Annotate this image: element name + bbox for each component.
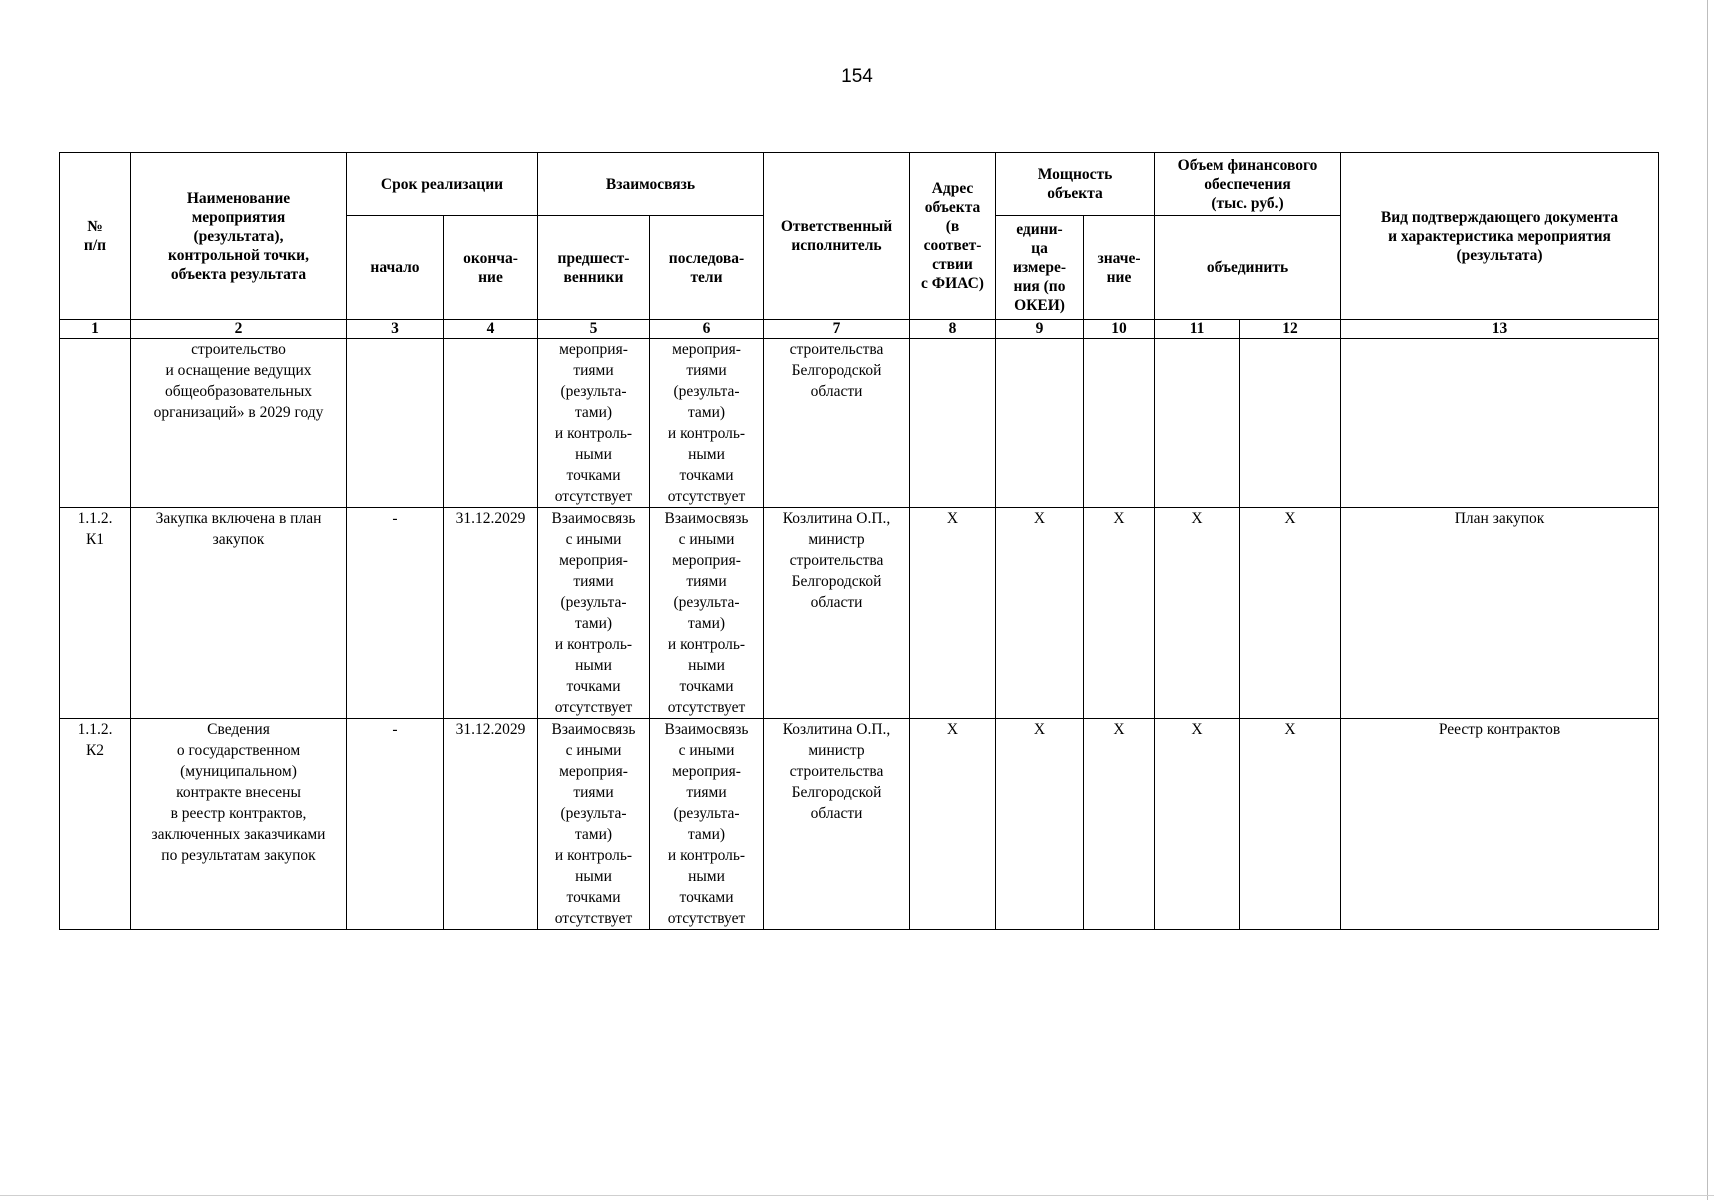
table-row — [60, 508, 1659, 719]
header-responsible: Ответственный исполнитель — [764, 153, 910, 320]
header-capacity-unit: едини- ца измере- ния (по ОКЕИ) — [996, 216, 1084, 320]
cell-fin12: X — [1240, 719, 1341, 930]
column-number: 1 — [60, 320, 131, 339]
column-number: 9 — [996, 320, 1084, 339]
cell-prev: мероприя- тиями (результа- тами) и контроль- ными точками отсутствует — [538, 339, 650, 508]
column-number: 11 — [1155, 320, 1240, 339]
column-number: 8 — [910, 320, 996, 339]
cell-unit — [996, 339, 1084, 508]
cell-name: Сведения о государственном (муниципальном) контракте внесены в реестр контрактов, заключенных заказчиками по результатам закупок — [131, 719, 347, 930]
cell-unit: X — [996, 508, 1084, 719]
cell-responsible: строительства Белгородской области — [764, 339, 910, 508]
cell-fin11: X — [1155, 508, 1240, 719]
cell-responsible: Козлитина О.П., министр строительства Белгородской области — [764, 719, 910, 930]
column-number: 13 — [1341, 320, 1659, 339]
cell-prev: Взаимосвязь с иными мероприя- тиями (результа- тами) и контроль- ными точками отсутствует — [538, 719, 650, 930]
cell-prev: Взаимосвязь с иными мероприя- тиями (результа- тами) и контроль- ными точками отсутствует — [538, 508, 650, 719]
cell-value — [1084, 339, 1155, 508]
header-term-start: начало — [347, 216, 444, 320]
cell-start — [347, 339, 444, 508]
header-capacity: Мощность объекта — [996, 153, 1155, 216]
cell-next: мероприя- тиями (результа- тами) и контроль- ными точками отсутствует — [650, 339, 764, 508]
cell-responsible: Козлитина О.П., министр строительства Белгородской области — [764, 508, 910, 719]
column-number: 10 — [1084, 320, 1155, 339]
column-number: 7 — [764, 320, 910, 339]
header-doc-type: Вид подтверждающего документа и характеристика мероприятия (результата) — [1341, 153, 1659, 320]
column-number-row — [60, 320, 1659, 339]
scan-edge-bottom — [0, 1195, 1714, 1196]
cell-name: Закупка включена в план закупок — [131, 508, 347, 719]
cell-num — [60, 339, 131, 508]
cell-name: строительство и оснащение ведущих общеобразовательных организаций» в 2029 году — [131, 339, 347, 508]
cell-next: Взаимосвязь с иными мероприя- тиями (результа- тами) и контроль- ными точками отсутствует — [650, 508, 764, 719]
cell-value: X — [1084, 508, 1155, 719]
page-number: 154 — [841, 66, 873, 87]
table-row — [60, 339, 1659, 508]
header-finance: Объем финансового обеспечения (тыс. руб.) — [1155, 153, 1341, 216]
cell-end: 31.12.2029 — [444, 719, 538, 930]
cell-fin11 — [1155, 339, 1240, 508]
header-link: Взаимосвязь — [538, 153, 764, 216]
header-finance-merge: объединить — [1155, 216, 1341, 320]
cell-fin12: X — [1240, 508, 1341, 719]
cell-start: - — [347, 719, 444, 930]
cell-address: X — [910, 508, 996, 719]
column-number: 3 — [347, 320, 444, 339]
column-number: 12 — [1240, 320, 1341, 339]
cell-address — [910, 339, 996, 508]
cell-fin12 — [1240, 339, 1341, 508]
column-number: 4 — [444, 320, 538, 339]
cell-end: 31.12.2029 — [444, 508, 538, 719]
cell-num: 1.1.2. К2 — [60, 719, 131, 930]
column-number: 2 — [131, 320, 347, 339]
column-number: 5 — [538, 320, 650, 339]
cell-fin11: X — [1155, 719, 1240, 930]
header-num: № п/п — [60, 153, 131, 320]
cell-num: 1.1.2. К1 — [60, 508, 131, 719]
cell-value: X — [1084, 719, 1155, 930]
header-link-prev: предшест- венники — [538, 216, 650, 320]
header-term: Срок реализации — [347, 153, 538, 216]
cell-doc — [1341, 339, 1659, 508]
cell-next: Взаимосвязь с иными мероприя- тиями (результа- тами) и контроль- ными точками отсутствует — [650, 719, 764, 930]
cell-doc: План закупок — [1341, 508, 1659, 719]
header-link-next: последова- тели — [650, 216, 764, 320]
cell-unit: X — [996, 719, 1084, 930]
header-capacity-value: значе- ние — [1084, 216, 1155, 320]
column-number: 6 — [650, 320, 764, 339]
plan-table — [59, 152, 1659, 930]
header-name: Наименование мероприятия (результата), контрольной точки, объекта результата — [131, 153, 347, 320]
header-term-end: оконча- ние — [444, 216, 538, 320]
header-address: Адрес объекта (в соответ- ствии с ФИАС) — [910, 153, 996, 320]
cell-start: - — [347, 508, 444, 719]
cell-address: X — [910, 719, 996, 930]
cell-end — [444, 339, 538, 508]
table-row — [60, 719, 1659, 930]
scan-edge-right — [1707, 0, 1708, 1200]
cell-doc: Реестр контрактов — [1341, 719, 1659, 930]
